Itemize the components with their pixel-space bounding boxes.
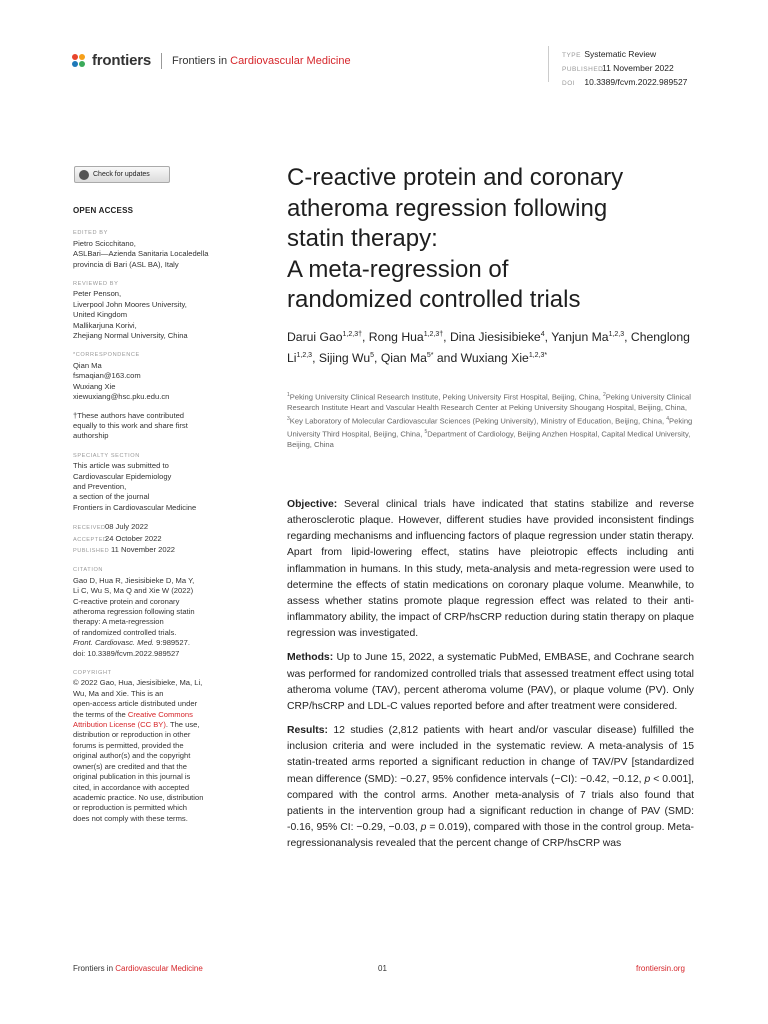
copyright-label: COPYRIGHT	[73, 670, 112, 677]
abstract-results: Results: 12 studies (2,812 patients with heart and/or vascular disease) fulfilled the inclusion criteria and were included in the systematic review. A meta-analysis of 15 statin-treated arms reported a significant reduction in change of TAV/PV [standardized mean difference (SMD): −0.27, 95% confidence intervals (−CI): −0.42, −0.12, p < 0.001], compared with the control arms. Another meta-analysis of 7 trials also found that patients in the intervention group had a significant reduction in change of PAV (SMD: -0.16, 95% CI: −0.29, −0.03, p = 0.019), compared with those in the control group. Meta-regressionanalysis revealed that the percent change of CRP/hsCRP was	[287, 725, 694, 850]
abstract-methods: Methods: Up to June 15, 2022, a systematic PubMed, EMBASE, and Cochrane search was performed for randomized controlled trials that assessed treatment effect using total atheroma volume (TAV), percent atheroma volume (PAV), or plaque volume (PV). Only CRP/hsCRP and LDL-C values reported before and after treatment were considered.	[287, 652, 694, 712]
author[interactable]: Dina Jiesisibieke$^4$	[449, 330, 545, 345]
email-link[interactable]: fsmaqian@163.com	[73, 371, 141, 381]
accepted-date: 24 October 2022	[105, 533, 162, 543]
abstract	[287, 497, 694, 860]
page-number: 01	[378, 964, 387, 973]
edited-by-label: EDITED BY	[73, 230, 108, 237]
abstract-objective: Objective: Several clinical trials have indicated that statins stabilize and reverse atherosclerotic plaque. However, different studies have provided inconsistent findings regarding mechanisms and influencing factors of plaque regression under statin therapy. Apart from lipid-lowering effect, statins have pleiotropic effects including anti inflammation in humans. In this study, meta-analysis and meta-regression were used to determine the effects of statin medications on coronary plaque volume. Meanwhile, to assess whether statins promote plaque regression effect was related to their anti-inflammatory ability, the impact of CRP/hsCRP reduction during statin therapy on plaque regression was investigated.	[287, 499, 694, 640]
published-date: 11 November 2022	[602, 63, 674, 73]
dates: RECEIVED08 July 2022 ACCEPTED24 October 2022 PUBLISHED 11 November 2022	[73, 522, 176, 554]
citation-doi[interactable]: doi: 10.3389/fcvm.2022.989527	[73, 648, 180, 658]
frontiers-logo[interactable]	[72, 52, 351, 69]
specialty-label: SPECIALTY SECTION	[73, 452, 140, 459]
author[interactable]: Chenglong Li$^{1,2,3}$	[287, 330, 690, 365]
author[interactable]: Yanjun Ma$^{1,2,3}$	[551, 330, 625, 345]
edited-by: Pietro Scicchitano, ASLBari—Azienda Sanitaria Localedella provincia di Bari (ASL BA), Italy	[73, 238, 209, 269]
citation: Gao D, Hua R, Jiesisibieke D, Ma Y, Li C, Wu S, Ma Q and Xie W (2022) C-reactive protein and coronary atheroma regression following statin therapy: A meta-regression of randomized controlled trials. Front. Cardiovasc. Med. 9:989527. doi: 10.3389/fcvm.2022.989527	[73, 576, 243, 659]
open-access-label: OPEN ACCESS	[73, 206, 134, 215]
author[interactable]: Rong Hua$^{1,2,3\dagger}$	[368, 330, 444, 345]
email-link[interactable]: xiewuxiang@hsc.pku.edu.cn	[73, 392, 170, 402]
article-title: C-reactive protein and coronary atheroma regression following statin therapy: A meta-regression of randomized controlled trials	[287, 164, 624, 313]
author[interactable]: Darui Gao$^{1,2,3\dagger}$	[287, 330, 363, 345]
author[interactable]: Wuxiang Xie$^{1,2,3*}$	[460, 350, 548, 365]
license-link[interactable]: Attribution License (CC BY)	[73, 720, 166, 730]
correspondence: Qian Ma fsmaqian@163.com Wuxiang Xie xiewuxiang@hsc.pku.edu.cn	[73, 361, 243, 403]
sidebar	[73, 206, 243, 824]
journal-name[interactable]: Frontiers in Cardiovascular Medicine	[172, 54, 351, 67]
author[interactable]: Qian $Ma^{5*}$	[380, 350, 434, 365]
reviewed-by: Peter Penson, Liverpool John Moores University, United Kingdom Mallikarjuna Korivi, Zhejiang Normal University, China	[73, 289, 188, 341]
published-date: 11 November 2022	[111, 544, 176, 554]
citation-label: CITATION	[73, 567, 104, 574]
received-date: 08 July 2022	[105, 522, 149, 532]
specialty-section: This article was submitted to Cardiovascular Epidemiology and Prevention, a section of the journal Frontiers in Cardiovascular Medicine	[73, 461, 197, 512]
license-link[interactable]: Creative Commons	[127, 709, 193, 719]
author[interactable]: Sijing Wu$^5$	[318, 350, 375, 365]
header-divider	[161, 53, 162, 69]
frontiers-logo-icon	[72, 54, 86, 68]
contribution-note: †These authors have contributed equally to this work and share first authorship	[73, 410, 188, 441]
doi[interactable]: 10.3389/fcvm.2022.989527	[584, 77, 688, 87]
article-meta: TYPE Systematic Review PUBLISHED11 November 2022 DOI 10.3389/fcvm.2022.989527	[562, 49, 688, 87]
reviewed-by-label: REVIEWED BY	[73, 281, 119, 288]
meta-divider	[548, 46, 549, 82]
article-type: Systematic Review	[584, 49, 657, 59]
check-for-updates-button[interactable]: Check for updates	[74, 166, 170, 183]
brand-name: frontiers	[92, 52, 152, 69]
copyright: © 2022 Gao, Hua, Jiesisibieke, Ma, Li, Wu, Ma and Xie. This is an open-access article distributed under the terms of the Creative Commons Attribution License (CC BY). The use, distribution or reproduction in other forums is permitted, provided the original author(s) and the copyright owner(s) are credited and that the original publication in this journal is cited, in accordance with accepted academic practice. No use, distribution or reproduction is permitted which does not comply with these terms.	[73, 678, 204, 823]
footer-journal[interactable]: Frontiers in Cardiovascular Medicine	[73, 964, 203, 973]
correspondence-label: *CORRESPONDENCE	[73, 352, 140, 359]
update-icon	[79, 170, 89, 180]
author-list: Darui Gao$^{1,2,3\dagger}$, Rong Hua$^{1,2,3\dagger}$, Dina Jiesisibieke$^4$, Yanjun Ma$^{1,2,3}$, Chenglong Li$^{1,2,3}$, Sijing Wu$^5$, Qian $Ma^{5*}$ and Wuxiang Xie$^{1,2,3*}$	[287, 330, 690, 365]
affiliations: $^1$Peking University Clinical Research Institute, Peking University First Hospital, Beijing, China, $^2$Peking University Clinical Research Institute Heart and Vascular Health Research Center at Peking University Shougang Hospital, Beijing, China, $^3$Key Laboratory of Molecular Cardiovascular Sciences (Peking University), Ministry of Education, Beijing, China, $^4$Peking University Third Hospital, Beijing, China, $^5$Department of Cardiology, Beijing Anzhen Hospital, Capital Medical University, Beijing, China	[287, 392, 693, 449]
footer-site-link[interactable]: frontiersin.org	[636, 964, 685, 973]
